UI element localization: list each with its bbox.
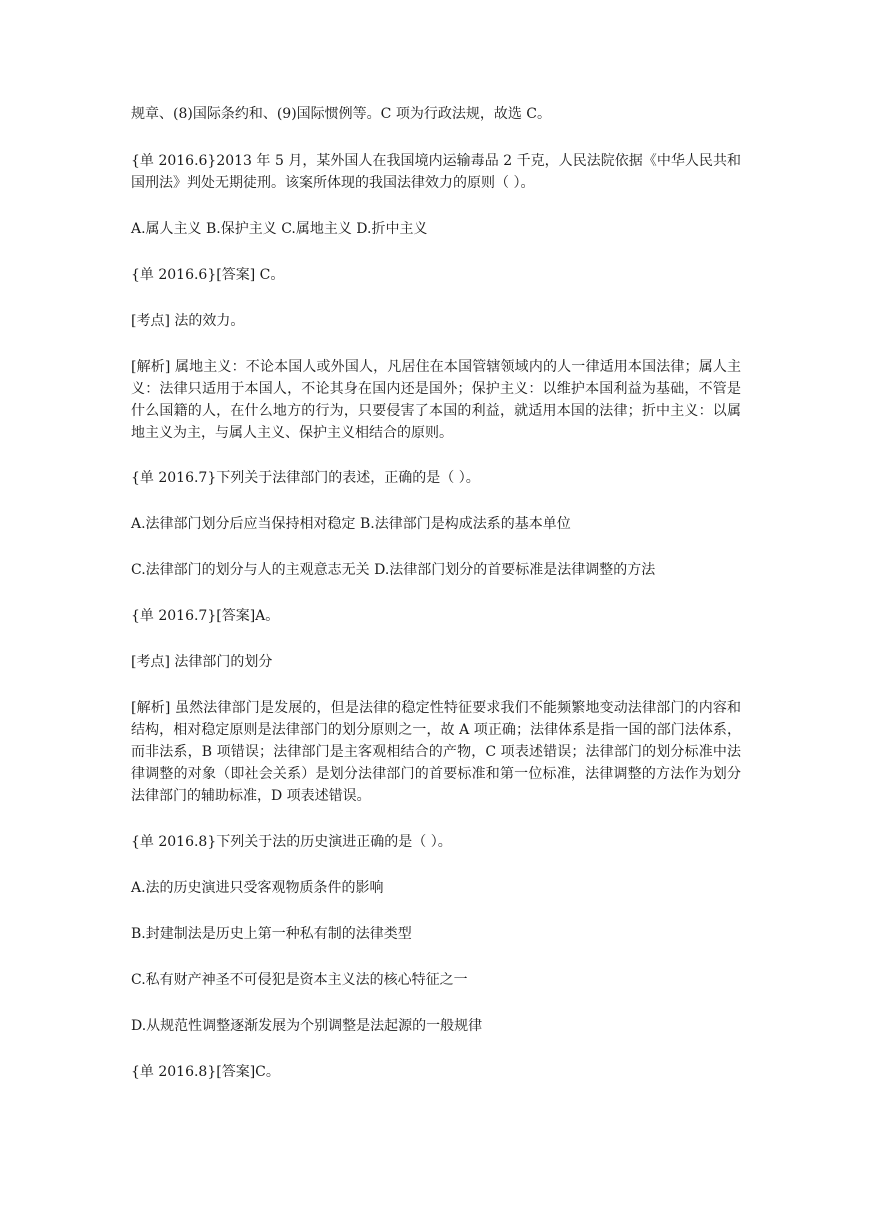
answer-2016-6: {单 2016.6}[答案] C。 [131, 267, 285, 283]
answer-2016-8: {单 2016.8}[答案]C。 [131, 1064, 280, 1080]
paragraph-prev-answer-tail: 规章、(8)国际条约和、(9)国际惯例等。C 项为行政法规，故选 C。 [131, 106, 551, 122]
exam-point-2016-6: [考点] 法的效力。 [131, 313, 245, 329]
option-2016-8-c: C.私有财产神圣不可侵犯是资本主义法的核心特征之一 [131, 972, 468, 988]
analysis-2016-7: [解析] 虽然法律部门是发展的，但是法律的稳定性特征要求我们不能频繁地变动法律部门的内容和结构，相对稳定原则是法律部门的划分原则之一，故 A 项正确；法律体系是指一国的部门法体系，而非法系，B 项错误；法律部门是主客观相结合的产物，C 项表述错误；法律部门的划分标准中法律调整的对象（即社会关系）是划分法律部门的首要标准和第一位标准，法律调整的方法作为划分法律部门的辅助标准，D 项表述错误。 [131, 700, 741, 804]
question-2016-6: {单 2016.6}2013 年 5 月，某外国人在我国境内运输毒品 2 千克，人民法院依据《中华人民共和国刑法》判处无期徒刑。该案所体现的我国法律效力的原则（ ）。 [131, 153, 741, 191]
answer-2016-7: {单 2016.7}[答案]A。 [131, 608, 280, 624]
options-2016-6: A.属人主义 B.保护主义 C.属地主义 D.折中主义 [131, 221, 428, 237]
question-2016-7: {单 2016.7}下列关于法律部门的表述，正确的是（ ）。 [131, 470, 480, 486]
option-2016-8-a: A.法的历史演进只受客观物质条件的影响 [131, 880, 384, 896]
question-2016-8: {单 2016.8}下列关于法的历史演进正确的是（ ）。 [131, 834, 452, 850]
analysis-2016-6: [解析] 属地主义：不论本国人或外国人，凡居住在本国管辖领域内的人一律适用本国法律；属人主义：法律只适用于本国人，不论其身在国内还是国外；保护主义：以维护本国利益为基础，不管是什么国籍的人，在什么地方的行为，只要侵害了本国的利益，就适用本国的法律；折中主义：以属地主义为主，与属人主义、保护主义相结合的原则。 [131, 359, 741, 441]
option-2016-8-b: B.封建制法是历史上第一种私有制的法律类型 [131, 926, 412, 942]
option-2016-8-d: D.从规范性调整逐渐发展为个别调整是法起源的一般规律 [131, 1018, 483, 1034]
exam-point-2016-7: [考点] 法律部门的划分 [131, 654, 273, 670]
options-2016-7-cd: C.法律部门的划分与人的主观意志无关 D.法律部门划分的首要标准是法律调整的方法 [131, 562, 656, 578]
options-2016-7-ab: A.法律部门划分后应当保持相对稳定 B.法律部门是构成法系的基本单位 [131, 516, 571, 532]
